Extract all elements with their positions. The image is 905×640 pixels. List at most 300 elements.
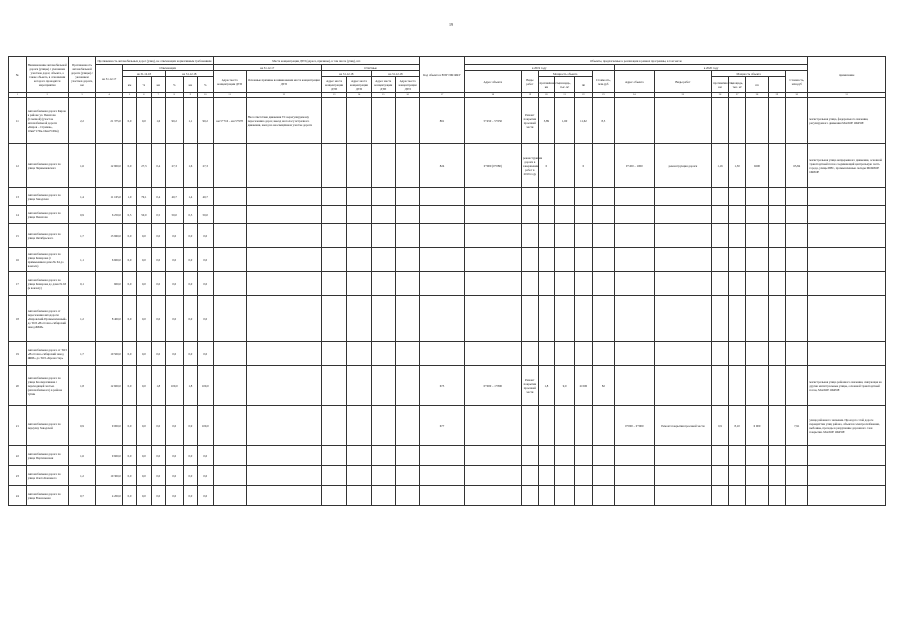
cell-dtp-addr xyxy=(213,144,246,188)
column-index-cell: 5 xyxy=(122,93,136,98)
cell-empty xyxy=(321,466,346,486)
cell-l5: 0,0 xyxy=(165,446,183,466)
cell-code: 677 xyxy=(420,406,464,446)
cell-len2 xyxy=(712,248,729,272)
header-km1: км xyxy=(122,77,136,93)
cell-w-area xyxy=(555,206,575,224)
cell-empty xyxy=(371,446,395,466)
cell-len2 xyxy=(712,272,729,296)
cell-empty xyxy=(371,296,395,342)
cell-code xyxy=(420,446,464,466)
cell-empty xyxy=(395,406,419,446)
table-row xyxy=(9,466,886,486)
cell-empty xyxy=(347,98,371,144)
cell-addr2 xyxy=(614,486,654,506)
cell-area2: 8,10 xyxy=(728,406,746,446)
cell-pp2 xyxy=(746,296,768,342)
cell-w-pp xyxy=(575,486,593,506)
cell-w-area xyxy=(555,224,575,248)
cell-l7: 27,3 xyxy=(198,144,214,188)
cell-w-area xyxy=(555,272,575,296)
cell-l3: 0,0 xyxy=(137,248,151,272)
header-norm-subgroup: Отвечающих xyxy=(122,65,213,71)
cell-empty xyxy=(768,248,786,272)
cell-note xyxy=(808,446,886,466)
cell-dtp-reason xyxy=(246,144,321,188)
cell-empty xyxy=(347,486,371,506)
page-number: 19 xyxy=(449,22,453,27)
cell-w-cost xyxy=(592,144,614,188)
cell-work xyxy=(522,406,539,446)
cell-l2: 0,5 xyxy=(122,206,136,224)
cell-l5: 0,0 xyxy=(165,406,183,446)
cell-empty xyxy=(321,188,346,206)
cell-area2 xyxy=(728,446,746,466)
cell-code: 861 xyxy=(420,98,464,144)
cell-work2 xyxy=(654,296,711,342)
cell-work2 xyxy=(654,466,711,486)
cell-dtp-reason xyxy=(246,342,321,366)
cell-area2 xyxy=(728,224,746,248)
cell-l2: 0,0 xyxy=(122,98,136,144)
cell-l6: 1,6 xyxy=(183,144,197,188)
header-pp2: пп xyxy=(746,77,768,93)
cell-work2 xyxy=(654,248,711,272)
cell-l4: 0,0 xyxy=(151,296,165,342)
cell-length: 0,9 xyxy=(68,406,96,446)
cell-l3: 0,0 xyxy=(137,224,151,248)
cell-pp2 xyxy=(746,342,768,366)
cell-empty xyxy=(321,206,346,224)
cell-name: Автомобильная дорога по улице Комарова (с примыканием дома № 64 до вокзала) xyxy=(26,248,68,272)
column-index-cell: 27 xyxy=(728,93,746,98)
header-length-km2: протяжённость, км xyxy=(712,77,729,93)
cell-dtp-reason xyxy=(246,466,321,486)
cell-w-area xyxy=(555,466,575,486)
cell-len2 xyxy=(712,206,729,224)
header-pct1: % xyxy=(137,77,151,93)
cell-l1: 13 960,0 xyxy=(96,224,123,248)
column-index-cell: 17 xyxy=(420,93,464,98)
cell-l5: 90,2 xyxy=(165,98,183,144)
header-area: площадь, тыс. м² xyxy=(555,77,575,93)
cell-l7: 0,0 xyxy=(198,466,214,486)
cell-code: 675 xyxy=(420,366,464,406)
cell-l4: 0,0 xyxy=(151,406,165,446)
cell-dtp-reason xyxy=(246,486,321,506)
cell-l7: 0,0 xyxy=(198,272,214,296)
cell-addr-obj: 0+000 – 1+800 xyxy=(464,366,521,406)
cell-empty xyxy=(395,188,419,206)
cell-num: 21 xyxy=(9,406,27,446)
header-2019: в 2019 году xyxy=(464,65,614,71)
column-index-cell: 20 xyxy=(538,93,555,98)
cell-length: 1,4 xyxy=(68,188,96,206)
cell-empty xyxy=(768,406,786,446)
cell-cost2 xyxy=(786,98,808,144)
cell-len2: 1,16 xyxy=(712,144,729,188)
cell-empty xyxy=(768,342,786,366)
cell-w-area xyxy=(555,446,575,466)
cell-length: 1,2 xyxy=(68,466,96,486)
cell-area2 xyxy=(728,296,746,342)
cell-empty xyxy=(371,406,395,446)
cell-l3: 0,0 xyxy=(137,342,151,366)
cell-l6: 0,5 xyxy=(183,206,197,224)
cell-l5: 27,3 xyxy=(165,144,183,188)
cell-empty xyxy=(395,248,419,272)
cell-empty xyxy=(768,224,786,248)
cell-pp2 xyxy=(746,466,768,486)
cell-area2 xyxy=(728,366,746,406)
cell-l2: 0,0 xyxy=(122,366,136,406)
cell-dtp-reason xyxy=(246,206,321,224)
cell-l4: 1,6 xyxy=(151,98,165,144)
cell-pp2: 9200 xyxy=(746,144,768,188)
cell-l1: 11 165,0 xyxy=(96,188,123,206)
cell-l2: 0,0 xyxy=(122,342,136,366)
cell-l3: 0,0 xyxy=(137,366,151,406)
cell-work2 xyxy=(654,446,711,466)
column-index-cell: 30 xyxy=(786,93,808,98)
column-index-cell: 7 xyxy=(151,93,165,98)
cell-work2: реконструкция дороги xyxy=(654,144,711,188)
cell-dtp-addr xyxy=(213,406,246,446)
cell-empty xyxy=(768,272,786,296)
cell-num: 16 xyxy=(9,248,27,272)
cell-dtp-reason xyxy=(246,446,321,466)
cell-w-cost xyxy=(592,188,614,206)
cell-length: 1,6 xyxy=(68,144,96,188)
cell-addr2 xyxy=(614,342,654,366)
cell-w-len xyxy=(538,248,555,272)
header-power: Мощность объекта xyxy=(538,71,592,77)
cell-w-pp xyxy=(575,248,593,272)
cell-w-pp: 11,62 xyxy=(575,98,593,144)
cell-pp2 xyxy=(746,272,768,296)
header-dtp-addr4: Адрес места концентрации ДТП xyxy=(371,77,395,93)
cell-work xyxy=(522,296,539,342)
cell-len2: 0,9 xyxy=(712,406,729,446)
cell-addr-obj xyxy=(464,446,521,466)
cell-empty xyxy=(347,466,371,486)
cell-work2 xyxy=(654,188,711,206)
header-work-type: Виды работ xyxy=(522,71,539,93)
column-index-cell: 31 xyxy=(808,93,886,98)
cell-note xyxy=(808,296,886,342)
cell-addr2 xyxy=(614,446,654,466)
cell-l1: 12 600,0 xyxy=(96,366,123,406)
cell-empty xyxy=(371,144,395,188)
cell-length: 1,6 xyxy=(68,446,96,466)
cell-w-len xyxy=(538,406,555,446)
cell-dtp-reason xyxy=(246,248,321,272)
cell-name: Автомобильная дорога по улице Пенатова xyxy=(26,206,68,224)
cell-w-cost xyxy=(592,446,614,466)
cell-dtp-addr xyxy=(213,342,246,366)
cell-work xyxy=(522,446,539,466)
cell-l7: 50,0 xyxy=(198,206,214,224)
cell-w-len xyxy=(538,188,555,206)
cell-code xyxy=(420,224,464,248)
cell-l7: 0,0 xyxy=(198,486,214,506)
cell-l1: 600,0 xyxy=(96,272,123,296)
cell-dtp-reason: Несоответствие движения ТС нерегулируемому пересечению дорог, выезд на полосу встречного движения, наезд на неосвещённом участке дороги xyxy=(246,98,321,144)
table-row xyxy=(9,446,886,466)
cell-empty xyxy=(347,342,371,366)
cell-l1: 6 250,0 xyxy=(96,206,123,224)
cell-dtp-reason xyxy=(246,406,321,446)
header-length-km: протяжённость, км xyxy=(538,77,555,93)
header-pct3: % xyxy=(198,77,214,93)
cell-l2: 0,0 xyxy=(122,224,136,248)
cell-area2 xyxy=(728,342,746,366)
cell-w-len xyxy=(538,446,555,466)
column-index-cell: 8 xyxy=(165,93,183,98)
cell-work xyxy=(522,248,539,272)
table-row xyxy=(9,248,886,272)
cell-num: 17 xyxy=(9,272,27,296)
header-dtp-addr5: Адрес места концентрации ДТП xyxy=(395,77,419,93)
cell-work2 xyxy=(654,272,711,296)
cell-pp2: 6 000 xyxy=(746,406,768,446)
header-addr-obj2: Адрес объекта xyxy=(614,71,654,93)
cell-note xyxy=(808,342,886,366)
table-row xyxy=(9,296,886,342)
cell-work2 xyxy=(654,224,711,248)
cell-l5: 0,0 xyxy=(165,296,183,342)
cell-note: улица районного значения. Проезд по этой дороге перекрёстки улиц района, объектов электроснабжения, выбоины, проходы в разрушение дорожного слоя покрытия. МАЛОЕ ОКРОЕ xyxy=(808,406,886,446)
cell-l3: 27,3 xyxy=(137,144,151,188)
header-work-group: Объекты, предлагаемые к реализации в рамках программы, в том числе xyxy=(464,57,808,65)
cell-l3: 0,0 xyxy=(137,296,151,342)
header-addr-obj: Адрес объекта xyxy=(464,71,521,93)
column-index-cell: 14 xyxy=(347,93,371,98)
cell-empty xyxy=(768,98,786,144)
header-norm-date3: на 31.12.18 xyxy=(165,71,213,77)
cell-l1: 10 500,0 xyxy=(96,342,123,366)
cell-empty xyxy=(395,272,419,296)
cell-l6: 0,0 xyxy=(183,296,197,342)
table-row xyxy=(9,144,886,188)
cell-l6: 0,0 xyxy=(183,446,197,466)
header-dtp-address: Адрес места концентрации ДТП xyxy=(213,71,246,93)
cell-w-len xyxy=(538,206,555,224)
road-program-table xyxy=(8,56,886,506)
column-index-cell: 29 xyxy=(768,93,786,98)
cell-code xyxy=(420,342,464,366)
cell-name: Автомобильная дорога от ТОЗ «Восточно-сибирский завод ЖБИ» до ТОЗ «Кроностар» xyxy=(26,342,68,366)
cell-l3: 0,0 xyxy=(137,446,151,466)
cell-l5: 50,0 xyxy=(165,206,183,224)
cell-work xyxy=(522,188,539,206)
cell-note: магистральная улица, федерального значения, регулируемого движения МАЛОЕ ОКРОЕ xyxy=(808,98,886,144)
cell-w-area xyxy=(555,296,575,342)
header-area2: площадь, тыс. м² xyxy=(728,77,746,93)
cell-num: 20 xyxy=(9,366,27,406)
cell-name: Автомобильная дорога по улице Вокзальная xyxy=(26,486,68,506)
cell-l3: 0,0 xyxy=(137,98,151,144)
cell-len2 xyxy=(712,486,729,506)
cell-l2: 0,0 xyxy=(122,144,136,188)
cell-dtp-addr xyxy=(213,224,246,248)
column-index-cell: 23 xyxy=(592,93,614,98)
cell-l4: 1,8 xyxy=(151,366,165,406)
table-row xyxy=(9,486,886,506)
cell-l4: 0,4 xyxy=(151,144,165,188)
cell-w-cost xyxy=(592,466,614,486)
header-power2: Мощность объекта xyxy=(712,71,786,77)
cell-length: 0,1 xyxy=(68,272,96,296)
cell-cost2 xyxy=(786,342,808,366)
cell-l1: 21 375,0 xyxy=(96,98,123,144)
cell-l1: 10 300,0 xyxy=(96,466,123,486)
cell-l1: 9 600,0 xyxy=(96,446,123,466)
cell-l6: 1,4 xyxy=(183,188,197,206)
cell-num: 22 xyxy=(9,446,27,466)
cell-addr2 xyxy=(614,224,654,248)
cell-name: Автомобильная дорога Киров в районе ул. Пенатова (Ссыпной) (участок автомобильной дороги «Киров – Стрижи», 10км+170м-16км+169м) xyxy=(26,98,68,144)
header-dtp-sub2: на 31.12.18 xyxy=(371,71,420,77)
cell-addr2: 0+450 – 1000 xyxy=(614,144,654,188)
cell-work: реконструкция дороги в завершению работ в 2019 году xyxy=(522,144,539,188)
cell-note xyxy=(808,224,886,248)
header-num: № xyxy=(9,57,27,93)
cell-l6: 0,9 xyxy=(183,406,197,446)
header-norm-date1: на 31.12.17 xyxy=(96,65,123,93)
column-index-cell: 18 xyxy=(464,93,521,98)
cell-l2: 0,0 xyxy=(122,272,136,296)
cell-length: 1,7 xyxy=(68,342,96,366)
header-dtp-addr2: Адрес места концентрации ДТП xyxy=(321,77,346,93)
cell-l3: 0,0 xyxy=(137,406,151,446)
cell-w-area xyxy=(555,342,575,366)
cell-addr2 xyxy=(614,466,654,486)
cell-area2 xyxy=(728,272,746,296)
cell-empty xyxy=(321,296,346,342)
cell-num: 13 xyxy=(9,188,27,206)
column-index-cell: 15 xyxy=(371,93,395,98)
column-index-cell: 9 xyxy=(183,93,197,98)
cell-len2 xyxy=(712,98,729,144)
cell-empty xyxy=(347,188,371,206)
cell-len2 xyxy=(712,366,729,406)
cell-note xyxy=(808,206,886,224)
table-row xyxy=(9,224,886,248)
cell-empty xyxy=(347,406,371,446)
cell-name: Автомобильная дорога по улице Чернышевского xyxy=(26,144,68,188)
header-dtp-group: Места концентрации ДТП (адреса, причины), в том числе (улиц), шт. xyxy=(213,57,420,65)
cell-name: Автомобильная дорога по улице Заводская xyxy=(26,188,68,206)
cell-w-area xyxy=(555,406,575,446)
cell-len2 xyxy=(712,188,729,206)
cell-w-area: 9,0 xyxy=(555,366,575,406)
column-index-cell: 26 xyxy=(712,93,729,98)
cell-dtp-addr xyxy=(213,296,246,342)
cell-l2: 1,0 xyxy=(122,188,136,206)
column-index-cell: 11 xyxy=(213,93,246,98)
column-index-cell: 13 xyxy=(321,93,346,98)
cell-w-len xyxy=(538,342,555,366)
cell-length: 0,7 xyxy=(68,486,96,506)
cell-w-area xyxy=(555,144,575,188)
header-km2: км xyxy=(151,77,165,93)
cell-empty xyxy=(395,296,419,342)
cell-cost2 xyxy=(786,206,808,224)
cell-num: 15 xyxy=(9,224,27,248)
cell-w-pp xyxy=(575,406,593,446)
cell-name: Автомобильная дорога от пересечения автодороги «Кировский-Промышленный» до ТОЗ «Восточно-сибирский завод ЖБИ» xyxy=(26,296,68,342)
header-extra xyxy=(768,77,786,93)
cell-empty xyxy=(371,206,395,224)
cell-dtp-addr: км 5+716 – км 5+978 xyxy=(213,98,246,144)
cell-l1: 6 600,0 xyxy=(96,248,123,272)
cell-l7: 90,2 xyxy=(198,98,214,144)
cell-l4: 0,0 xyxy=(151,248,165,272)
cell-addr2 xyxy=(614,98,654,144)
cell-empty xyxy=(321,342,346,366)
cell-l3: 50,0 xyxy=(137,206,151,224)
cell-w-len xyxy=(538,296,555,342)
cell-l5: 100,0 xyxy=(165,366,183,406)
cell-length: 1,7 xyxy=(68,224,96,248)
cell-l2: 0,0 xyxy=(122,296,136,342)
cell-l2: 0,0 xyxy=(122,486,136,506)
cell-w-area: 1,60 xyxy=(555,98,575,144)
cell-l5: 0,0 xyxy=(165,272,183,296)
column-index-cell: 10 xyxy=(198,93,214,98)
column-index-cell: 16 xyxy=(395,93,419,98)
cell-addr2 xyxy=(614,248,654,272)
cell-empty xyxy=(768,188,786,206)
cell-len2 xyxy=(712,466,729,486)
cell-l1: 4 200,0 xyxy=(96,486,123,506)
header-dtp-date2: Отчётные xyxy=(321,65,419,71)
cell-empty xyxy=(768,144,786,188)
cell-cost2 xyxy=(786,296,808,342)
cell-len2 xyxy=(712,224,729,248)
column-index-cell: 12 xyxy=(246,93,321,98)
cell-dtp-addr xyxy=(213,188,246,206)
cell-work xyxy=(522,466,539,486)
cell-w-len xyxy=(538,486,555,506)
cell-pp2 xyxy=(746,206,768,224)
cell-empty xyxy=(395,224,419,248)
cell-w-pp: 21500 xyxy=(575,366,593,406)
cell-w-len xyxy=(538,224,555,248)
cell-note xyxy=(808,466,886,486)
cell-work2 xyxy=(654,366,711,406)
cell-empty xyxy=(395,446,419,466)
header-km3: км xyxy=(183,77,197,93)
cell-area2 xyxy=(728,248,746,272)
cell-addr-obj: 5+450 – 5+650 xyxy=(464,98,521,144)
column-index-cell: 3 xyxy=(68,93,96,98)
cell-code xyxy=(420,272,464,296)
cell-empty xyxy=(321,144,346,188)
cell-dtp-addr xyxy=(213,272,246,296)
cell-cost2: 7,91 xyxy=(786,406,808,446)
table-row xyxy=(9,98,886,144)
cell-work2 xyxy=(654,98,711,144)
cell-pp2 xyxy=(746,486,768,506)
cell-dtp-reason xyxy=(246,296,321,342)
cell-note xyxy=(808,486,886,506)
cell-area2: 1,50 xyxy=(728,144,746,188)
cell-empty xyxy=(768,206,786,224)
cell-l5: 0,0 xyxy=(165,486,183,506)
column-index-cell: 28 xyxy=(746,93,768,98)
